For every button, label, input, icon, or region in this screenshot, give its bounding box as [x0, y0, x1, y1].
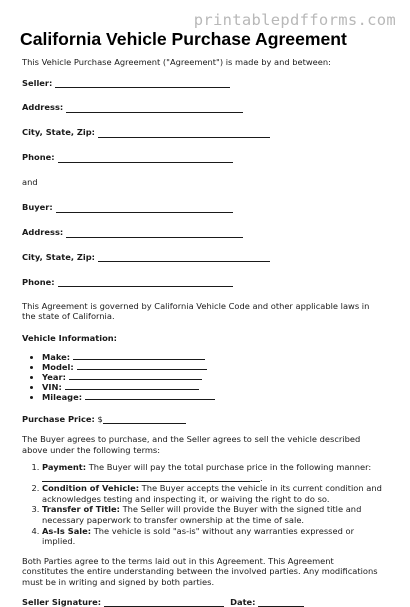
- term-transfer: [42, 504, 382, 525]
- vehicle-vin-item: [42, 381, 382, 391]
- intro-text: This Vehicle Purchase Agreement ("Agreement") is made by and between:: [22, 57, 331, 67]
- term-condition: [42, 483, 382, 504]
- vehicle-model-label: Model:: [42, 362, 74, 373]
- agreement-intro-text: The Buyer agrees to purchase, and the Seller agrees to sell the vehicle described above under the following terms:: [22, 434, 361, 456]
- seller-name-blank[interactable]: [55, 78, 230, 88]
- seller-signature-label: Seller Signature:: [22, 596, 102, 607]
- seller-city-label: City, State, Zip:: [22, 127, 95, 138]
- buyer-city-label: City, State, Zip:: [22, 251, 95, 262]
- term-payment-text: The Buyer will pay the total purchase price in the following manner:: [86, 461, 372, 472]
- purchase-price-field: [22, 414, 382, 425]
- and-text: and: [22, 177, 38, 188]
- seller-signature-blank[interactable]: [104, 597, 224, 607]
- vehicle-info-heading: Vehicle Information:: [22, 332, 117, 343]
- payment-terms-blank[interactable]: [42, 472, 260, 482]
- governing-law-text: This Agreement is governed by California Vehicle Code and other applicable laws in the state of California.: [22, 300, 370, 322]
- closing-text: Both Parties agree to the terms laid out in this Agreement. This Agreement constitutes the entire understanding between the involved parties. Any modifications must be in writing and signed by both parties.: [22, 555, 378, 587]
- date-label: Date:: [230, 596, 256, 607]
- vehicle-model-blank[interactable]: [77, 361, 207, 370]
- seller-name-field: [22, 78, 382, 89]
- term-payment-title: Payment:: [42, 461, 87, 472]
- buyer-name-blank[interactable]: [56, 203, 233, 213]
- vehicle-year-blank[interactable]: [69, 371, 202, 380]
- buyer-phone-blank[interactable]: [58, 277, 233, 287]
- document-title: California Vehicle Purchase Agreement: [20, 29, 347, 49]
- signature-row: [22, 597, 382, 607]
- buyer-name-label: Buyer:: [22, 202, 53, 213]
- vehicle-mileage-label: Mileage:: [42, 391, 83, 402]
- term-as-is-text: The vehicle is sold "as-is" without any warranties expressed or implied.: [42, 525, 354, 547]
- terms-list: [22, 462, 382, 547]
- vehicle-model-item: [42, 361, 382, 371]
- term-transfer-title: Transfer of Title:: [42, 504, 120, 515]
- payment-terms-period: .: [260, 472, 263, 483]
- seller-address-label: Address:: [22, 102, 64, 113]
- vehicle-year-item: [42, 371, 382, 381]
- vehicle-make-label: Make:: [42, 352, 71, 363]
- buyer-phone-label: Phone:: [22, 276, 55, 287]
- date-blank[interactable]: [258, 597, 304, 607]
- seller-phone-field: [22, 152, 382, 163]
- seller-address-blank[interactable]: [66, 103, 243, 113]
- buyer-city-blank[interactable]: [98, 252, 270, 262]
- term-as-is: [42, 526, 382, 547]
- seller-city-blank[interactable]: [98, 128, 270, 138]
- buyer-city-field: [22, 252, 382, 263]
- vehicle-make-item: [42, 351, 382, 361]
- vehicle-mileage-blank[interactable]: [85, 391, 215, 400]
- buyer-address-field: [22, 227, 382, 238]
- term-payment: [42, 462, 382, 484]
- currency-symbol: $: [97, 413, 103, 424]
- seller-phone-label: Phone:: [22, 152, 55, 163]
- buyer-address-label: Address:: [22, 226, 64, 237]
- vehicle-mileage-item: [42, 391, 382, 401]
- term-condition-text: The Buyer accepts the vehicle in its current condition and acknowledges testing and inspecting it, or waiving the right to do so.: [42, 483, 382, 504]
- term-transfer-text: The Seller will provide the Buyer with the signed title and necessary paperwork to transfer ownership at the time of sale.: [42, 504, 362, 525]
- vehicle-vin-label: VIN:: [42, 382, 62, 393]
- term-condition-title: Condition of Vehicle:: [42, 483, 140, 494]
- vehicle-info-list: [22, 351, 382, 400]
- vehicle-make-blank[interactable]: [73, 351, 205, 360]
- watermark: printablepdfforms.com: [193, 11, 396, 29]
- vehicle-year-label: Year:: [42, 372, 66, 383]
- seller-name-label: Seller:: [22, 77, 53, 88]
- vehicle-vin-blank[interactable]: [65, 381, 199, 390]
- buyer-name-field: [22, 202, 382, 213]
- purchase-price-blank[interactable]: [103, 414, 186, 424]
- buyer-address-blank[interactable]: [66, 228, 243, 238]
- buyer-phone-field: [22, 277, 382, 288]
- seller-city-field: [22, 127, 382, 138]
- purchase-price-label: Purchase Price:: [22, 413, 95, 424]
- document-body: [22, 57, 382, 607]
- term-as-is-title: As-Is Sale:: [42, 525, 92, 536]
- seller-phone-blank[interactable]: [58, 153, 233, 163]
- seller-address-field: [22, 102, 382, 113]
